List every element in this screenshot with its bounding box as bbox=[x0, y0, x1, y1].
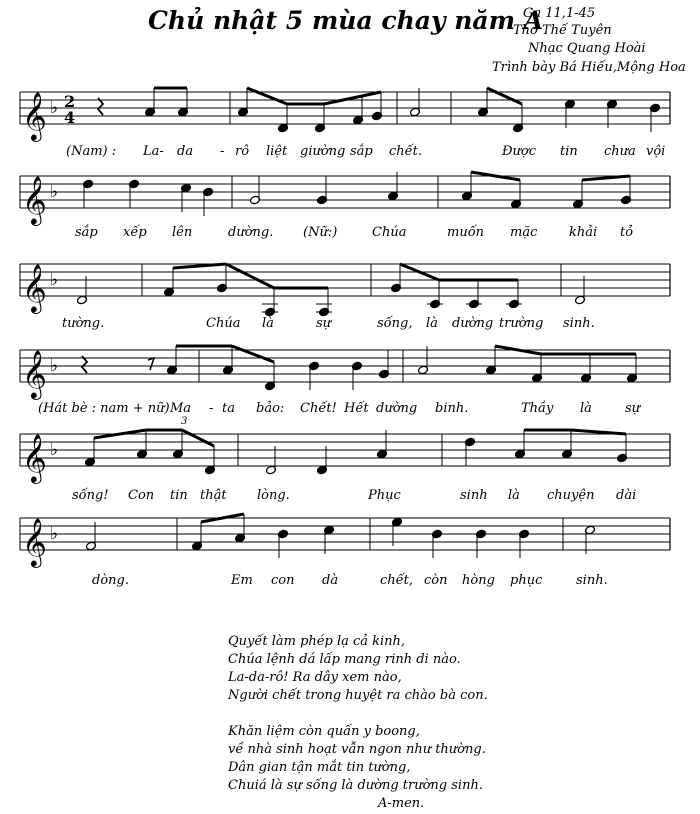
lyric: dường bbox=[376, 401, 418, 416]
lyric: da bbox=[177, 144, 194, 159]
beam bbox=[487, 88, 522, 104]
lyric: chuyện bbox=[547, 488, 595, 503]
lyric: dà bbox=[322, 573, 339, 588]
lyric: (Nữ:) bbox=[303, 225, 338, 240]
lyric: binh. bbox=[435, 401, 469, 416]
lyric: dường. bbox=[228, 225, 274, 240]
staff-system bbox=[20, 263, 670, 317]
lyric: (Nam) : bbox=[66, 144, 117, 159]
lyric: sống! bbox=[72, 488, 109, 503]
arranger-credit: Trình bày Bá Hiếu,Mộng Hoa bbox=[492, 60, 686, 75]
flat-icon: ♭ bbox=[50, 524, 59, 544]
lyric: (Hát bè : nam + nữ) bbox=[38, 401, 170, 416]
composer-credit: Nhạc Quang Hoài bbox=[528, 41, 646, 56]
beam bbox=[173, 264, 226, 268]
staff-system bbox=[20, 514, 670, 568]
lyric: Em bbox=[231, 573, 253, 588]
lyric: Chúa bbox=[372, 225, 407, 240]
lyric: tin bbox=[560, 144, 578, 159]
treble-clef-icon: 𝄞 bbox=[22, 349, 47, 398]
poem-line: Chuiá là sự sống là dường trường sinh. bbox=[228, 778, 483, 793]
poet-credit: Thơ Thế Tuyên bbox=[513, 23, 612, 38]
time-signature-bottom: 4 bbox=[64, 108, 76, 127]
lyric: khải bbox=[569, 225, 598, 240]
poem-amen: A-men. bbox=[378, 796, 425, 811]
treble-clef-icon: 𝄞 bbox=[22, 517, 47, 566]
treble-clef-icon: 𝄞 bbox=[22, 175, 47, 224]
lyric: mặc bbox=[510, 225, 538, 240]
lyric: Con bbox=[128, 488, 155, 503]
lyric: La- bbox=[143, 144, 164, 159]
lyric: vội bbox=[646, 144, 666, 159]
lyric: là bbox=[426, 316, 438, 331]
lyric: tỏ bbox=[620, 225, 634, 240]
lyric: Ma bbox=[170, 401, 192, 416]
lyric: lên bbox=[172, 225, 193, 240]
staff-system bbox=[20, 346, 670, 400]
poem-line: Chúa lệnh dá lấp mang rinh di nào. bbox=[228, 652, 461, 667]
quarter-rest-icon bbox=[98, 98, 103, 115]
scripture-reference: Ga 11,1-45 bbox=[523, 6, 596, 21]
lyric: chết. bbox=[389, 144, 423, 159]
tuplet-number: 3 bbox=[181, 416, 188, 427]
quarter-rest-icon bbox=[82, 356, 87, 373]
poem-line: Quyết làm phép lạ cả kinh, bbox=[228, 634, 406, 649]
flat-icon: ♭ bbox=[50, 440, 59, 460]
song-title: Chủ nhật 5 mùa chay năm A bbox=[148, 6, 544, 35]
lyric: Chúa bbox=[206, 316, 241, 331]
eighth-rest-icon bbox=[148, 358, 154, 370]
beam bbox=[226, 264, 274, 288]
beam bbox=[182, 430, 214, 446]
lyric: là bbox=[508, 488, 520, 503]
lyric: tường. bbox=[62, 316, 105, 331]
lyric: - bbox=[220, 144, 225, 159]
lyric: - bbox=[209, 401, 214, 416]
poem-line: Khăn liệm còn quấn y boong, bbox=[228, 724, 420, 739]
flat-icon: ♭ bbox=[50, 356, 59, 376]
lyric: Chết! bbox=[300, 401, 337, 416]
lyric: sống, bbox=[377, 316, 413, 331]
lyric: sắp bbox=[350, 144, 373, 159]
lyric: sự bbox=[316, 316, 332, 331]
treble-clef-icon: 𝄞 bbox=[22, 433, 47, 482]
lyric: trường bbox=[499, 316, 544, 331]
treble-clef-icon: 𝄞 bbox=[22, 91, 47, 140]
beam bbox=[232, 346, 274, 362]
lyric: sinh bbox=[460, 488, 488, 503]
lyric: hòng bbox=[462, 573, 495, 588]
lyric: là bbox=[580, 401, 592, 416]
lyric: tin bbox=[170, 488, 188, 503]
lyric: là bbox=[262, 316, 274, 331]
lyric: còn bbox=[424, 573, 448, 588]
lyric: dường bbox=[452, 316, 494, 331]
lyric: sinh. bbox=[563, 316, 595, 331]
lyric: liệt bbox=[266, 144, 288, 159]
lyric: bảo: bbox=[256, 401, 285, 416]
time-signature-top: 2 bbox=[64, 92, 76, 111]
lyric: muốn bbox=[447, 225, 485, 240]
lyric: sự bbox=[625, 401, 641, 416]
staff-system bbox=[20, 88, 670, 142]
lyric: lòng. bbox=[257, 488, 290, 503]
lyric: Phục bbox=[368, 488, 401, 503]
lyric: xếp bbox=[123, 225, 147, 240]
treble-clef-icon: 𝄞 bbox=[22, 263, 47, 312]
lyric: thật bbox=[200, 488, 227, 503]
beam bbox=[362, 92, 381, 96]
flat-icon: ♭ bbox=[50, 270, 59, 290]
beam bbox=[247, 88, 287, 104]
flat-icon: ♭ bbox=[50, 98, 59, 118]
beam bbox=[571, 430, 626, 434]
lyric: Hết bbox=[344, 401, 369, 416]
staff-system bbox=[20, 172, 670, 226]
lyric: Được bbox=[502, 144, 536, 159]
lyric: chưa bbox=[604, 144, 636, 159]
poem-line: Dân gian tận mắt tin tường, bbox=[228, 760, 411, 775]
lyric: dài bbox=[616, 488, 637, 503]
lyric: phục bbox=[510, 573, 543, 588]
lyric: dòng. bbox=[92, 573, 129, 588]
lyric: con bbox=[271, 573, 295, 588]
lyric: sinh. bbox=[576, 573, 608, 588]
staff-system bbox=[20, 416, 670, 484]
poem-line: về nhà sinh hoạt vẫn ngon như thường. bbox=[228, 742, 486, 757]
flat-icon: ♭ bbox=[50, 182, 59, 202]
beam bbox=[582, 176, 630, 180]
lyric: chết, bbox=[380, 573, 414, 588]
lyric: rô bbox=[235, 144, 250, 159]
poem-line: La-da-rô! Ra dây xem nào, bbox=[228, 670, 402, 685]
lyric: Thầy bbox=[521, 401, 554, 416]
lyric: sắp bbox=[75, 225, 98, 240]
lyric: ta bbox=[222, 401, 235, 416]
poem-line: Người chết trong huyệt ra chào bà con. bbox=[228, 688, 488, 703]
lyric: giường bbox=[300, 144, 346, 159]
